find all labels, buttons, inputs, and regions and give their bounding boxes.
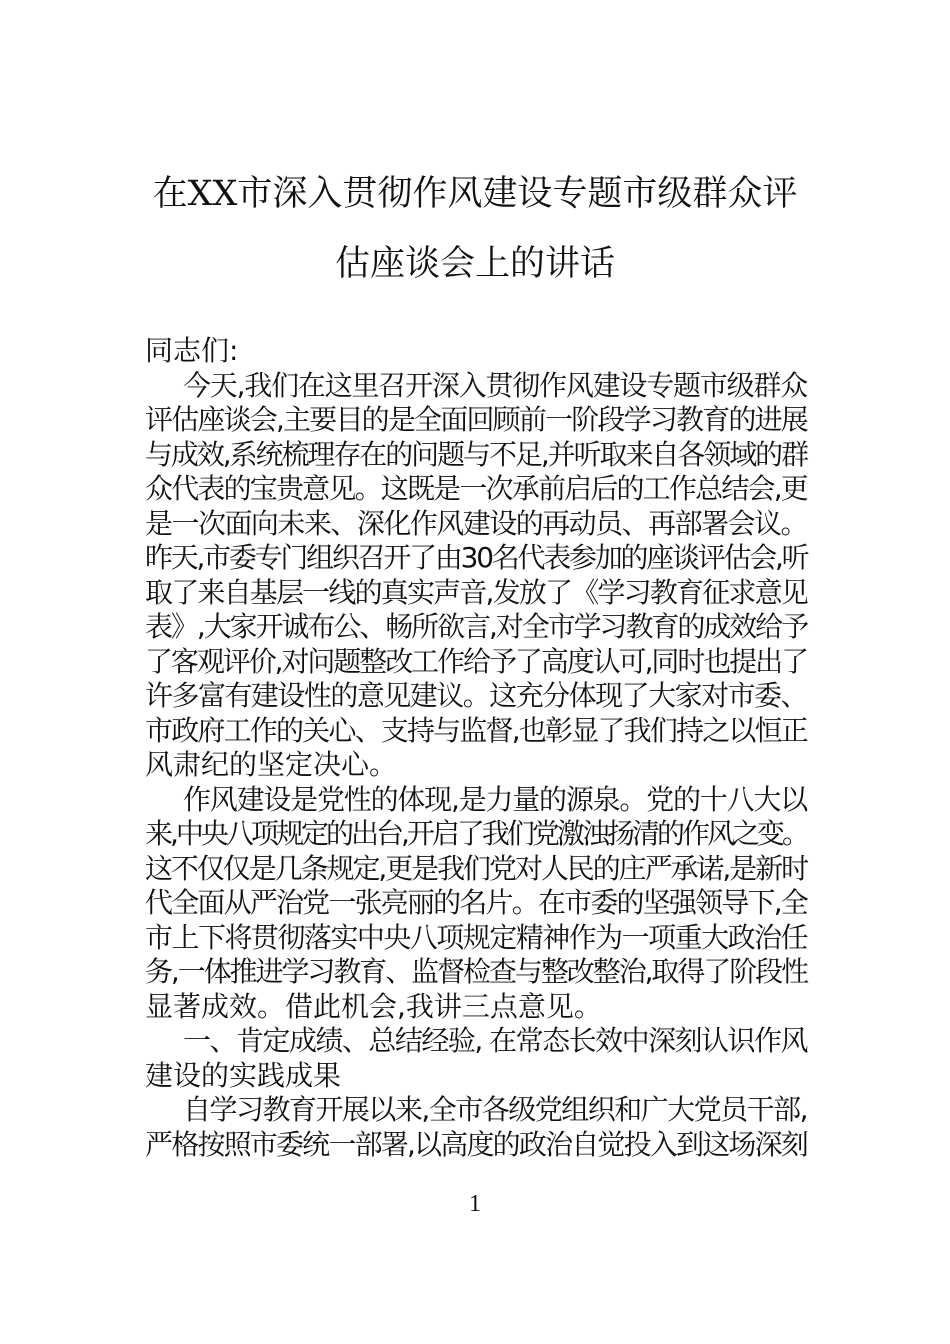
page-number: 1 — [469, 1191, 481, 1217]
text-line: 评估座谈会,主要目的是全面回顾前一阶段学习教育的进展 — [145, 403, 807, 436]
text-line: 这不仅仅是几条规定,更是我们党对人民的庄严承诺,是新时 — [145, 851, 807, 885]
text-line: 代全面从严治党一张亮丽的名片。在市委的坚强领导下,全 — [145, 886, 807, 919]
document-title-line-1: 在XX市深入贯彻作风建设专题市级群众评 — [152, 174, 798, 214]
paragraph — [145, 1093, 807, 1162]
text-line: 风肃纪的坚定决心。 — [145, 748, 398, 781]
text-line: 市上下将贯彻落实中央八项规定精神作为一项重大政治任 — [145, 920, 808, 954]
paragraph — [145, 783, 807, 1025]
text-line: 昨天,市委专门组织召开了由30名代表参加的座谈评估会,听 — [145, 541, 808, 574]
text-line: 取了来自基层一线的真实声音,发放了《学习教育征求意见 — [145, 575, 807, 609]
text-line: 许多富有建设性的意见建议。这充分体现了大家对市委、 — [145, 679, 808, 712]
text-line: 与成效,系统梳理存在的问题与不足,并听取来自各领域的群 — [145, 437, 807, 471]
text-line: 市政府工作的关心、支持与监督,也彰显了我们持之以恒正 — [145, 713, 807, 747]
document-title-line-2: 估座谈会上的讲话 — [334, 244, 615, 284]
salutation — [145, 334, 807, 369]
paragraph — [145, 1024, 807, 1093]
text-line: 同志们: — [145, 334, 239, 367]
text-line: 表》,大家开诚布公、畅所欲言,对全市学习教育的成效给予 — [145, 610, 807, 643]
text-line: 一、肯定成绩、总结经验, 在常态长效中深刻认识作风 — [183, 1024, 807, 1057]
text-line: 来,中央八项规定的出台,开启了我们党激浊扬清的作风之变。 — [145, 817, 807, 850]
text-line: 作风建设是党性的体现,是力量的源泉。党的十八大以 — [183, 782, 807, 816]
text-line: 是一次面向未来、深化作风建设的再动员、再部署会议。 — [145, 506, 808, 540]
text-line: 自学习教育开展以来,全市各级党组织和广大党员干部, — [183, 1093, 807, 1126]
text-line: 了客观评价,对问题整改工作给予了高度认可,同时也提出了 — [145, 644, 807, 678]
text-line: 务,一体推进学习教育、监督检查与整改整治,取得了阶段性 — [145, 955, 807, 988]
document-body — [145, 334, 807, 1162]
text-line: 显著成效。借此机会,我讲三点意见。 — [145, 989, 602, 1023]
text-line: 建设的实践成果 — [145, 1058, 342, 1092]
text-line: 众代表的宝贵意见。这既是一次承前启后的工作总结会,更 — [145, 472, 807, 505]
text-line: 今天,我们在这里召开深入贯彻作风建设专题市级群众 — [183, 368, 807, 402]
paragraph — [145, 369, 807, 783]
text-line: 严格按照市委统一部署,以高度的政治自觉投入到这场深刻 — [145, 1127, 807, 1161]
